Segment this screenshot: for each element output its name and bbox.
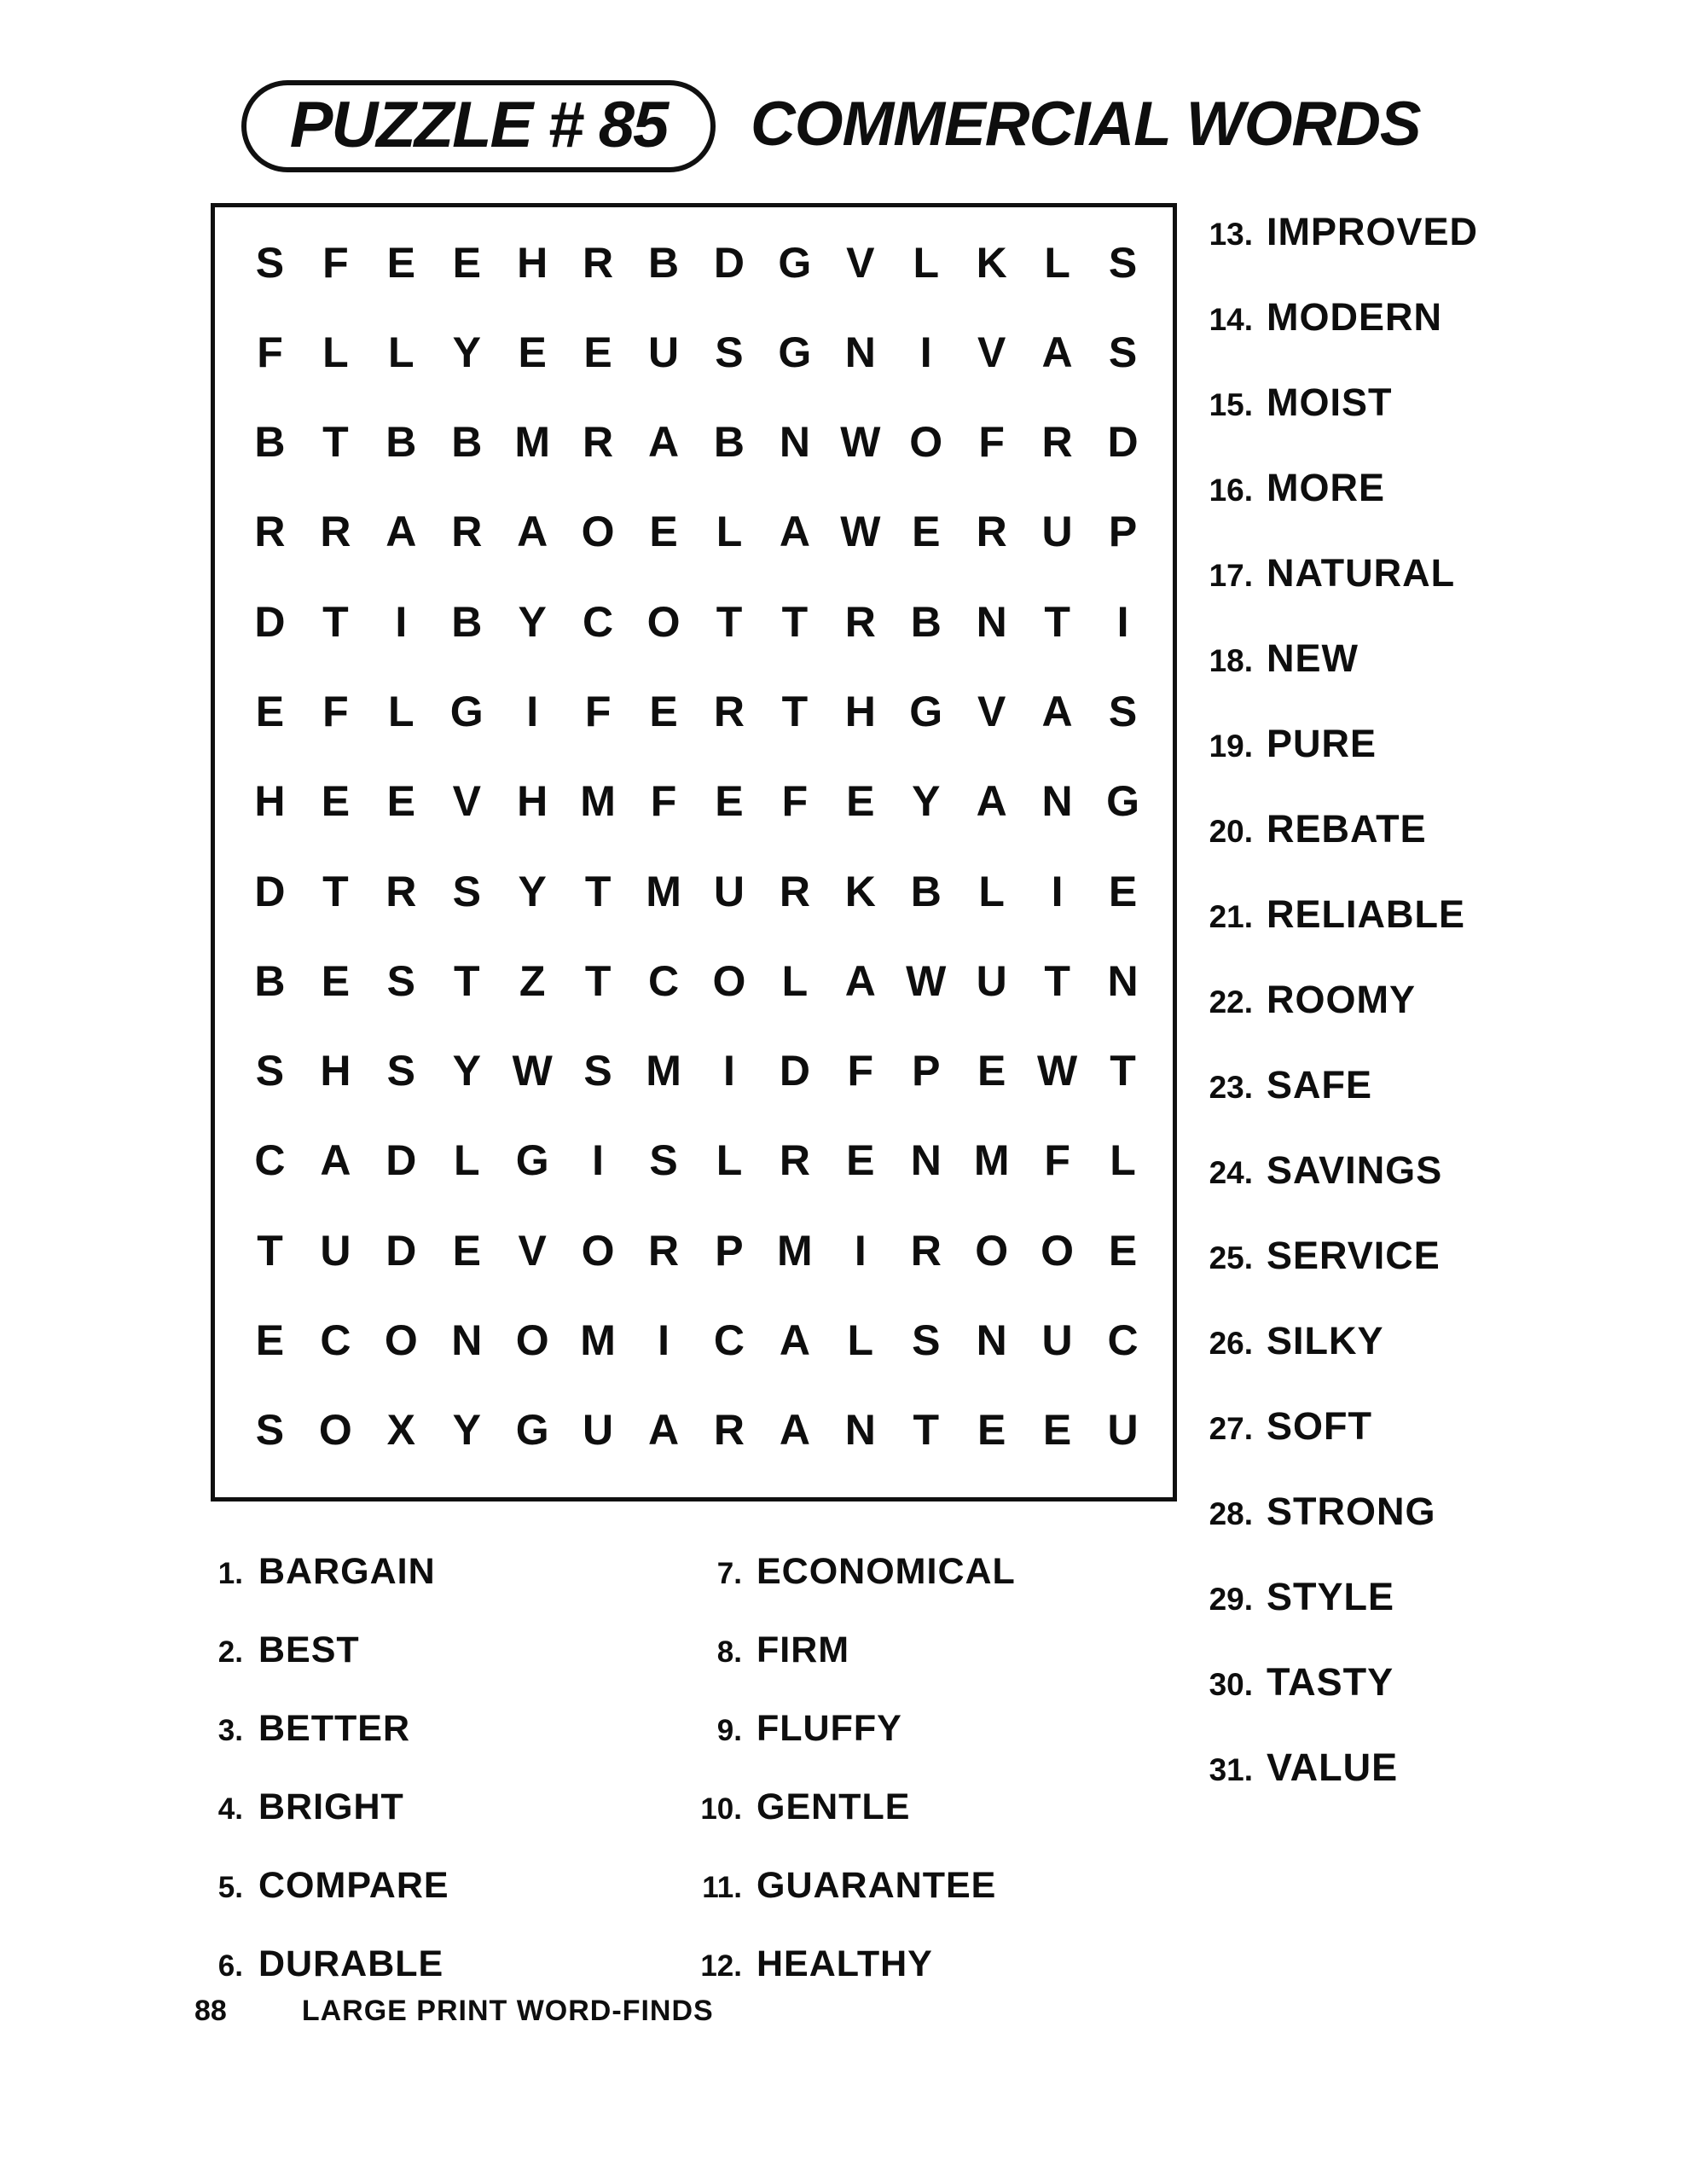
letter-grid: [211, 203, 1177, 1502]
grid-letter: M: [514, 418, 550, 467]
word-list-item: [1198, 380, 1478, 466]
grid-letter: I: [723, 1047, 735, 1095]
book-title: LARGE PRINT WORD-FINDS: [301, 1995, 714, 2027]
word-number: 8.: [716, 1635, 742, 1669]
grid-letter: S: [255, 1047, 285, 1095]
grid-letter: D: [254, 597, 286, 646]
grid-letter: A: [1041, 688, 1073, 736]
word-number: 10.: [700, 1792, 742, 1826]
word-list-item: [1198, 1404, 1478, 1490]
word-list-item: [681, 1551, 1016, 1629]
word-number: 19.: [1209, 729, 1253, 764]
grid-letter: O: [1041, 1226, 1075, 1275]
grid-letter: L: [388, 688, 415, 736]
grid-letter: W: [906, 956, 947, 1005]
grid-letter: R: [386, 867, 417, 915]
grid-letter: U: [647, 328, 680, 376]
page-footer: [194, 1995, 714, 2028]
word-list-column-2: [681, 1551, 1016, 2022]
grid-letter: H: [320, 1047, 351, 1095]
grid-letter: K: [844, 867, 876, 915]
grid-letter: U: [320, 1226, 351, 1275]
puzzle-number-badge: [241, 80, 716, 172]
grid-letter: L: [388, 328, 415, 376]
grid-letter: L: [781, 956, 809, 1005]
grid-letter: R: [713, 1406, 745, 1455]
word-label: ROOMY: [1267, 978, 1417, 1021]
word-label: STRONG: [1267, 1490, 1436, 1533]
grid-letter: V: [518, 1226, 547, 1275]
grid-letter: T: [1044, 597, 1070, 646]
word-label: NATURAL: [1267, 551, 1456, 595]
grid-letter: L: [453, 1136, 480, 1185]
word-list-item: [200, 1551, 449, 1629]
grid-letter: S: [386, 1047, 415, 1095]
grid-letter: U: [1107, 1406, 1139, 1455]
word-list-item: [681, 1629, 1016, 1708]
grid-letter: E: [518, 328, 547, 376]
grid-letter: W: [840, 418, 881, 467]
grid-letter: B: [910, 867, 942, 915]
word-list-item: [681, 1943, 1016, 2022]
grid-letter: E: [321, 777, 351, 826]
grid-letter: V: [977, 688, 1006, 736]
grid-letter: O: [909, 418, 943, 467]
word-number: 4.: [217, 1792, 243, 1826]
grid-letter: I: [919, 328, 932, 376]
word-label: SILKY: [1267, 1319, 1384, 1362]
grid-letter: E: [452, 1226, 481, 1275]
grid-letter: S: [386, 956, 415, 1005]
grid-letter: H: [517, 238, 548, 287]
word-label: TASTY: [1267, 1660, 1394, 1704]
grid-letter: R: [583, 418, 614, 467]
grid-letter: E: [386, 777, 415, 826]
word-label: VALUE: [1267, 1745, 1399, 1789]
word-number: 11.: [702, 1871, 742, 1904]
grid-letter: S: [452, 867, 481, 915]
grid-letter: E: [912, 508, 941, 556]
word-list-item: [1198, 1319, 1478, 1404]
grid-letter: W: [512, 1047, 553, 1095]
word-list-item: [1198, 1148, 1478, 1234]
grid-letter: F: [847, 1047, 874, 1095]
grid-letter: O: [515, 1316, 549, 1365]
word-list-item: [1198, 551, 1478, 636]
grid-letter: D: [386, 1226, 417, 1275]
grid-letter: N: [976, 1316, 1007, 1365]
grid-letter: M: [580, 777, 616, 826]
word-label: HEALTHY: [757, 1943, 933, 1984]
word-label: BARGAIN: [258, 1551, 436, 1592]
grid-letter: M: [646, 867, 681, 915]
grid-letter: R: [451, 508, 483, 556]
grid-letter: F: [322, 238, 349, 287]
word-number: 15.: [1209, 387, 1253, 422]
grid-letter: P: [715, 1226, 744, 1275]
grid-letter: Y: [452, 328, 481, 376]
grid-letter: R: [647, 1226, 680, 1275]
grid-letter: L: [978, 867, 1005, 915]
word-list-item: [681, 1708, 1016, 1786]
grid-letter: E: [583, 328, 612, 376]
grid-letter: E: [846, 1136, 875, 1185]
grid-letter: T: [1110, 1047, 1136, 1095]
word-number: 20.: [1209, 814, 1253, 849]
word-number: 2.: [217, 1635, 243, 1669]
word-list-item: [200, 1629, 449, 1708]
word-list-column-1: [200, 1551, 449, 2022]
word-list-item: [200, 1708, 449, 1786]
word-list-item: [200, 1865, 449, 1943]
grid-letter: R: [254, 508, 286, 556]
grid-letter: R: [844, 597, 876, 646]
word-number: 25.: [1209, 1240, 1253, 1275]
grid-letter: U: [1041, 508, 1073, 556]
word-label: IMPROVED: [1267, 210, 1479, 253]
grid-letter: V: [452, 777, 481, 826]
grid-letter: G: [778, 328, 812, 376]
grid-letter: A: [1041, 328, 1073, 376]
grid-letter: I: [658, 1316, 670, 1365]
grid-letter: Z: [519, 956, 546, 1005]
grid-letter: M: [646, 1047, 681, 1095]
word-label: DURABLE: [258, 1943, 444, 1984]
puzzle-number-label: PUZZLE # 85: [289, 88, 668, 161]
word-label: REBATE: [1267, 807, 1427, 851]
grid-letter: B: [386, 418, 417, 467]
grid-letter: N: [1041, 777, 1073, 826]
grid-letter: F: [781, 777, 809, 826]
word-label: GENTLE: [757, 1786, 911, 1827]
word-list-item: [681, 1786, 1016, 1865]
grid-letter: T: [584, 867, 612, 915]
grid-letter: Y: [452, 1406, 481, 1455]
word-number: 17.: [1209, 558, 1253, 593]
grid-letter: O: [975, 1226, 1009, 1275]
word-list-item: [1198, 807, 1478, 892]
word-label: GUARANTEE: [757, 1865, 997, 1906]
grid-letter: I: [854, 1226, 867, 1275]
grid-letter: T: [716, 597, 743, 646]
grid-letter: I: [1116, 597, 1129, 646]
grid-letter: Y: [452, 1047, 481, 1095]
word-number: 9.: [716, 1714, 742, 1747]
grid-letter: K: [976, 238, 1007, 287]
grid-letter: T: [781, 688, 809, 736]
grid-letter: S: [255, 238, 285, 287]
grid-letter: H: [844, 688, 876, 736]
grid-letter: L: [913, 238, 940, 287]
grid-letter: T: [584, 956, 612, 1005]
word-number: 27.: [1209, 1411, 1253, 1446]
grid-letter: R: [976, 508, 1007, 556]
grid-letter: P: [1108, 508, 1138, 556]
grid-letter: T: [322, 867, 349, 915]
word-list-column-3: [1198, 210, 1478, 1831]
grid-letter: T: [257, 1226, 283, 1275]
word-label: MODERN: [1267, 295, 1442, 339]
grid-letter: B: [910, 597, 942, 646]
word-number: 6.: [217, 1949, 243, 1983]
grid-letter: R: [713, 688, 745, 736]
word-list-item: [1198, 1490, 1478, 1575]
word-label: FIRM: [757, 1629, 850, 1670]
word-label: BRIGHT: [258, 1786, 404, 1827]
grid-letter: E: [1108, 867, 1138, 915]
word-list-item: [1198, 210, 1478, 295]
page-title: COMMERCIAL WORDS: [751, 90, 1421, 159]
word-number: 28.: [1209, 1496, 1253, 1531]
grid-letter: R: [779, 867, 810, 915]
grid-letter: B: [713, 418, 745, 467]
word-number: 31.: [1209, 1752, 1253, 1787]
word-number: 22.: [1209, 985, 1253, 1019]
word-number: 29.: [1209, 1582, 1253, 1617]
word-label: COMPARE: [258, 1865, 449, 1906]
grid-letter: A: [386, 508, 417, 556]
grid-letter: C: [713, 1316, 745, 1365]
word-list-item: [1198, 1660, 1478, 1745]
word-number: 1.: [217, 1557, 243, 1590]
grid-letter: E: [715, 777, 744, 826]
grid-letter: D: [779, 1047, 810, 1095]
grid-letter: M: [777, 1226, 813, 1275]
grid-letter: F: [978, 418, 1005, 467]
grid-letter: T: [322, 418, 349, 467]
grid-letter: A: [517, 508, 548, 556]
grid-letter: B: [647, 238, 680, 287]
word-label: SOFT: [1267, 1404, 1372, 1448]
grid-letter: I: [526, 688, 539, 736]
grid-letter: D: [1107, 418, 1139, 467]
grid-letter: A: [844, 956, 876, 1005]
word-label: SERVICE: [1267, 1234, 1441, 1277]
grid-letter: P: [912, 1047, 941, 1095]
word-list-item: [1198, 1234, 1478, 1319]
grid-letter: S: [715, 328, 744, 376]
grid-letter: L: [847, 1316, 874, 1365]
grid-letter: E: [846, 777, 875, 826]
word-list-item: [1198, 636, 1478, 722]
grid-letter: T: [913, 1406, 940, 1455]
word-label: PURE: [1267, 722, 1377, 765]
grid-letter: C: [1107, 1316, 1139, 1365]
grid-letter: O: [712, 956, 746, 1005]
grid-letter: R: [320, 508, 351, 556]
grid-letter: R: [583, 238, 614, 287]
grid-letter: A: [779, 1316, 810, 1365]
grid-letter: U: [1041, 1316, 1073, 1365]
grid-letter: N: [910, 1136, 942, 1185]
grid-letter: N: [451, 1316, 483, 1365]
grid-letter: S: [912, 1316, 941, 1365]
word-list-item: [1198, 1745, 1478, 1831]
grid-letter: W: [840, 508, 881, 556]
grid-letter: N: [844, 328, 876, 376]
word-number: 16.: [1209, 473, 1253, 508]
grid-letter: A: [779, 1406, 810, 1455]
word-label: MOIST: [1267, 380, 1393, 424]
word-label: MORE: [1267, 466, 1385, 509]
grid-letter: O: [384, 1316, 418, 1365]
grid-letter: M: [973, 1136, 1010, 1185]
word-number: 21.: [1209, 899, 1253, 934]
grid-letter: S: [649, 1136, 678, 1185]
word-number: 12.: [700, 1949, 742, 1983]
grid-letter: L: [322, 328, 349, 376]
word-label: SAFE: [1267, 1063, 1373, 1107]
grid-letter: B: [254, 418, 286, 467]
grid-letter: S: [583, 1047, 612, 1095]
word-list-item: [1198, 978, 1478, 1063]
grid-letter: F: [650, 777, 677, 826]
word-number: 5.: [217, 1871, 243, 1904]
grid-letter: C: [647, 956, 680, 1005]
grid-letter: R: [1041, 418, 1073, 467]
grid-letter: E: [649, 688, 678, 736]
grid-letter: H: [517, 777, 548, 826]
grid-letter: G: [515, 1406, 549, 1455]
grid-letter: T: [1044, 956, 1070, 1005]
grid-letter: F: [322, 688, 349, 736]
grid-letter: A: [779, 508, 810, 556]
grid-letter: G: [449, 688, 484, 736]
grid-letter: E: [321, 956, 351, 1005]
word-list-item: [1198, 295, 1478, 380]
grid-letter: R: [910, 1226, 942, 1275]
grid-letter: R: [779, 1136, 810, 1185]
grid-letter: G: [1106, 777, 1139, 826]
word-number: 30.: [1209, 1667, 1253, 1702]
grid-letter: C: [583, 597, 614, 646]
grid-letter: F: [257, 328, 283, 376]
grid-letter: I: [1051, 867, 1064, 915]
word-list-item: [681, 1865, 1016, 1943]
word-label: STYLE: [1267, 1575, 1395, 1618]
grid-letter: Y: [518, 597, 547, 646]
grid-letter: L: [1110, 1136, 1136, 1185]
grid-letter: E: [649, 508, 678, 556]
grid-letter: E: [977, 1047, 1006, 1095]
word-number: 23.: [1209, 1070, 1253, 1105]
grid-letter: B: [451, 597, 483, 646]
grid-letter: S: [255, 1406, 285, 1455]
grid-letter: I: [395, 597, 408, 646]
word-label: RELIABLE: [1267, 892, 1465, 936]
grid-letter: G: [909, 688, 943, 736]
word-number: 26.: [1209, 1326, 1253, 1361]
grid-letter: B: [451, 418, 483, 467]
grid-letter: V: [977, 328, 1006, 376]
word-number: 7.: [716, 1557, 742, 1590]
word-list-item: [1198, 722, 1478, 807]
word-number: 3.: [217, 1714, 243, 1747]
grid-letter: Y: [912, 777, 941, 826]
word-number: 14.: [1209, 302, 1253, 337]
grid-letter: G: [778, 238, 812, 287]
word-number: 13.: [1209, 217, 1253, 252]
grid-letter: N: [1107, 956, 1139, 1005]
grid-letter: E: [255, 688, 285, 736]
grid-letter: S: [1108, 238, 1138, 287]
page-number: 88: [194, 1995, 227, 2027]
word-label: FLUFFY: [757, 1708, 902, 1749]
grid-letter: L: [1044, 238, 1070, 287]
grid-letter: E: [1108, 1226, 1138, 1275]
grid-letter: S: [1108, 328, 1138, 376]
grid-letter: T: [781, 597, 809, 646]
grid-letter: A: [976, 777, 1007, 826]
grid-letter: E: [386, 238, 415, 287]
grid-letter: E: [977, 1406, 1006, 1455]
grid-letter: F: [584, 688, 612, 736]
word-label: NEW: [1267, 636, 1359, 680]
grid-letter: U: [713, 867, 745, 915]
word-label: BEST: [258, 1629, 360, 1670]
grid-letter: A: [647, 418, 680, 467]
grid-letter: O: [646, 597, 681, 646]
grid-letter: V: [846, 238, 875, 287]
grid-letter: E: [255, 1316, 285, 1365]
word-list-item: [1198, 1575, 1478, 1660]
grid-letter: M: [580, 1316, 616, 1365]
grid-letter: E: [1042, 1406, 1072, 1455]
word-label: SAVINGS: [1267, 1148, 1443, 1192]
word-list-item: [1198, 892, 1478, 978]
word-number: 18.: [1209, 643, 1253, 678]
word-list-item: [1198, 466, 1478, 551]
grid-letter: H: [254, 777, 286, 826]
grid-letter: O: [581, 508, 615, 556]
word-list-item: [1198, 1063, 1478, 1148]
grid-letter: G: [515, 1136, 549, 1185]
grid-letter: W: [1037, 1047, 1078, 1095]
grid-letter: A: [647, 1406, 680, 1455]
grid-letter: C: [320, 1316, 351, 1365]
grid-letter: F: [1044, 1136, 1070, 1185]
grid-letter: N: [976, 597, 1007, 646]
grid-letter: O: [318, 1406, 352, 1455]
word-label: ECONOMICAL: [757, 1551, 1016, 1592]
grid-letter: S: [1108, 688, 1138, 736]
grid-letter: L: [716, 1136, 743, 1185]
grid-letter: A: [320, 1136, 351, 1185]
grid-letter: D: [713, 238, 745, 287]
grid-letter: D: [254, 867, 286, 915]
word-number: 24.: [1209, 1155, 1253, 1190]
grid-letter: D: [386, 1136, 417, 1185]
grid-letter: T: [322, 597, 349, 646]
grid-letter: N: [844, 1406, 876, 1455]
word-list-item: [200, 1786, 449, 1865]
word-label: BETTER: [258, 1708, 410, 1749]
grid-letter: I: [592, 1136, 605, 1185]
grid-letter: X: [386, 1406, 415, 1455]
grid-letter: T: [453, 956, 480, 1005]
grid-letter: N: [779, 418, 810, 467]
grid-letter: B: [254, 956, 286, 1005]
grid-letter: O: [581, 1226, 615, 1275]
grid-letter: U: [976, 956, 1007, 1005]
grid-letter: U: [583, 1406, 614, 1455]
grid-letter: Y: [518, 867, 547, 915]
grid-letter: L: [716, 508, 743, 556]
grid-letter: C: [254, 1136, 286, 1185]
grid-letter: E: [452, 238, 481, 287]
